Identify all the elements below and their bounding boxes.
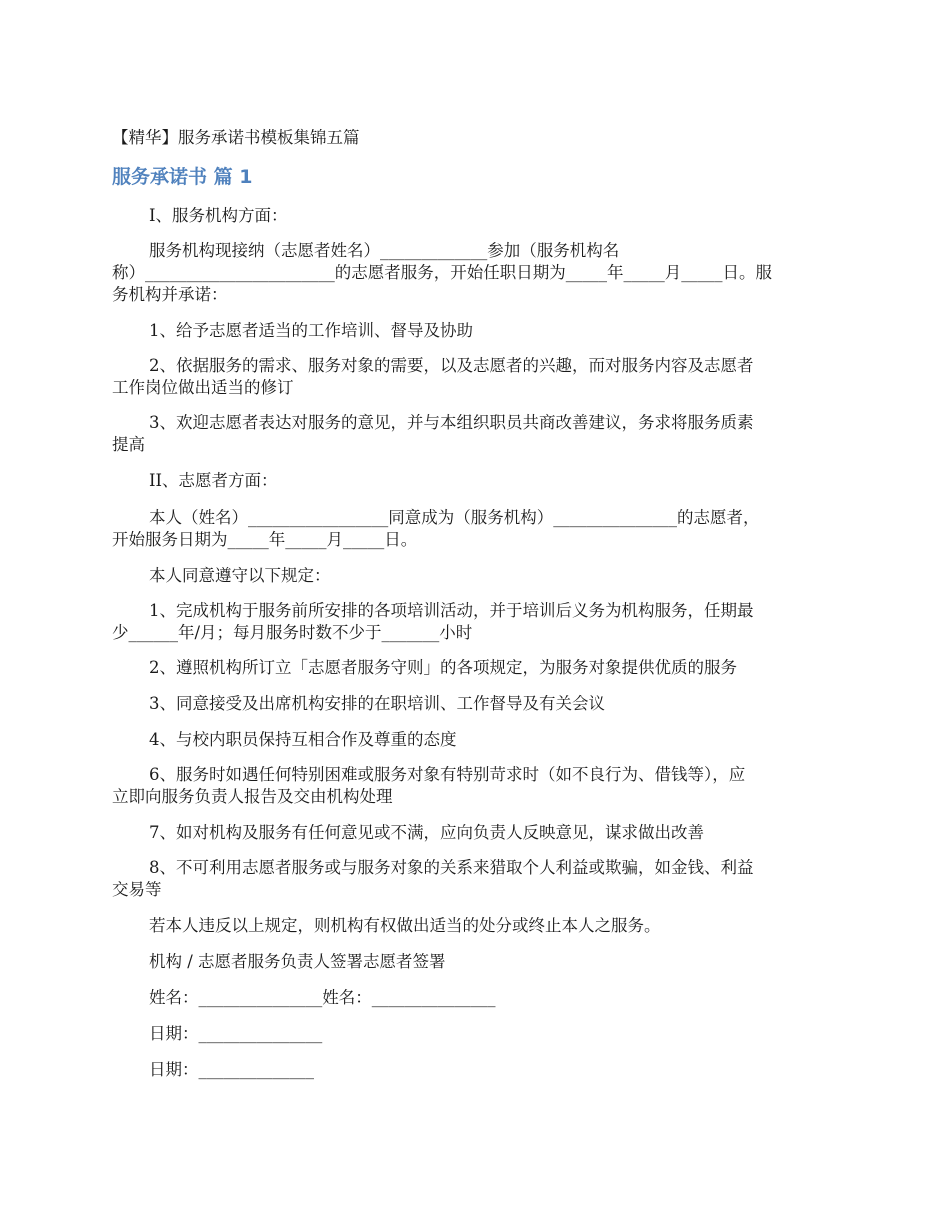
paragraph-line: 7、如对机构及服务有任何意见或不满，应向负责人反映意见，谋求做出改善 [149, 823, 704, 842]
paragraph-volunteer-intro [112, 507, 832, 551]
document-title: 【精华】服务承诺书模板集锦五篇 [112, 128, 360, 147]
paragraph-line: 4、与校内职员保持互相合作及尊重的态度 [149, 730, 457, 749]
signature-date-line [112, 1023, 832, 1045]
paragraph-line: 若本人违反以上规定，则机构有权做出适当的处分或终止本人之服务。 [149, 916, 661, 935]
paragraph-line: 提高 [112, 435, 145, 454]
paragraph-line: 3、欢迎志愿者表达对服务的意见，并与本组织职员共商改善建议，务求将服务质素 [149, 413, 754, 432]
paragraph-line: 服务机构现接纳（志愿者姓名）_____________参加（服务机构名 [149, 241, 620, 260]
paragraph-item [112, 320, 832, 342]
signature-name-line [112, 987, 832, 1009]
paragraph-rule [112, 600, 832, 644]
paragraph-rule [112, 657, 832, 679]
paragraph-line: 日期：______________ [149, 1060, 314, 1079]
paragraph-institution-intro [112, 240, 832, 306]
paragraph-line: 3、同意接受及出席机构安排的在职培训、工作督导及有关会议 [149, 694, 605, 713]
paragraph-rule [112, 693, 832, 715]
paragraph-signature-header [112, 951, 832, 973]
paragraph-line: 务机构并承诺： [112, 285, 228, 304]
paragraph-item [112, 412, 832, 456]
paragraph-line: II、志愿者方面： [149, 471, 278, 490]
signature-date-line [112, 1059, 832, 1081]
paragraph-rules-intro [112, 565, 832, 587]
paragraph-line: 交易等 [112, 880, 162, 899]
paragraph-line: I、服务机构方面： [149, 206, 288, 225]
paragraph-item [112, 355, 832, 399]
paragraph-line: 1、完成机构于服务前所安排的各项培训活动，并于培训后义务为机构服务，任期最 [149, 601, 754, 620]
paragraph-line: 8、不可利用志愿者服务或与服务对象的关系来猎取个人利益或欺骗，如金钱、利益 [149, 858, 754, 877]
paragraph-line: 姓名：_______________姓名：_______________ [149, 988, 496, 1007]
paragraph-line: 6、服务时如遇任何特别困难或服务对象有特别苛求时（如不良行为、借钱等），应 [149, 765, 746, 784]
paragraph-rule [112, 729, 832, 751]
paragraph-rule [112, 822, 832, 844]
paragraph-line: 本人（姓名）_________________同意成为（服务机构）_______________的志愿者， [149, 508, 760, 527]
paragraph-consequence [112, 915, 832, 937]
paragraph-line: 本人同意遵守以下规定： [149, 566, 331, 585]
paragraph-line: 开始服务日期为_____年_____月_____日。 [112, 530, 418, 549]
paragraph-line: 机构 / 志愿者服务负责人签署志愿者签署 [149, 952, 446, 971]
paragraph-line: 少______年/月；每月服务时数不少于_______小时 [112, 623, 473, 642]
paragraph-line: 2、遵照机构所订立「志愿者服务守则」的各项规定，为服务对象提供优质的服务 [149, 658, 737, 677]
paragraph-line: 2、依据服务的需求、服务对象的需要，以及志愿者的兴趣，而对服务内容及志愿者 [149, 356, 754, 375]
paragraph-rule [112, 857, 832, 901]
paragraph-rule [112, 764, 832, 808]
paragraph-line: 日期：_______________ [149, 1024, 323, 1043]
paragraph-line: 工作岗位做出适当的修订 [112, 378, 294, 397]
paragraph-institution-heading [112, 205, 832, 227]
paragraph-line: 称）_______________________的志愿者服务，开始任职日期为_____年_____月_____日。服 [112, 263, 772, 282]
paragraph-volunteer-heading [112, 470, 832, 492]
paragraph-line: 1、给予志愿者适当的工作培训、督导及协助 [149, 321, 473, 340]
section-heading: 服务承诺书 篇 1 [112, 166, 253, 188]
paragraph-line: 立即向服务负责人报告及交由机构处理 [112, 787, 393, 806]
